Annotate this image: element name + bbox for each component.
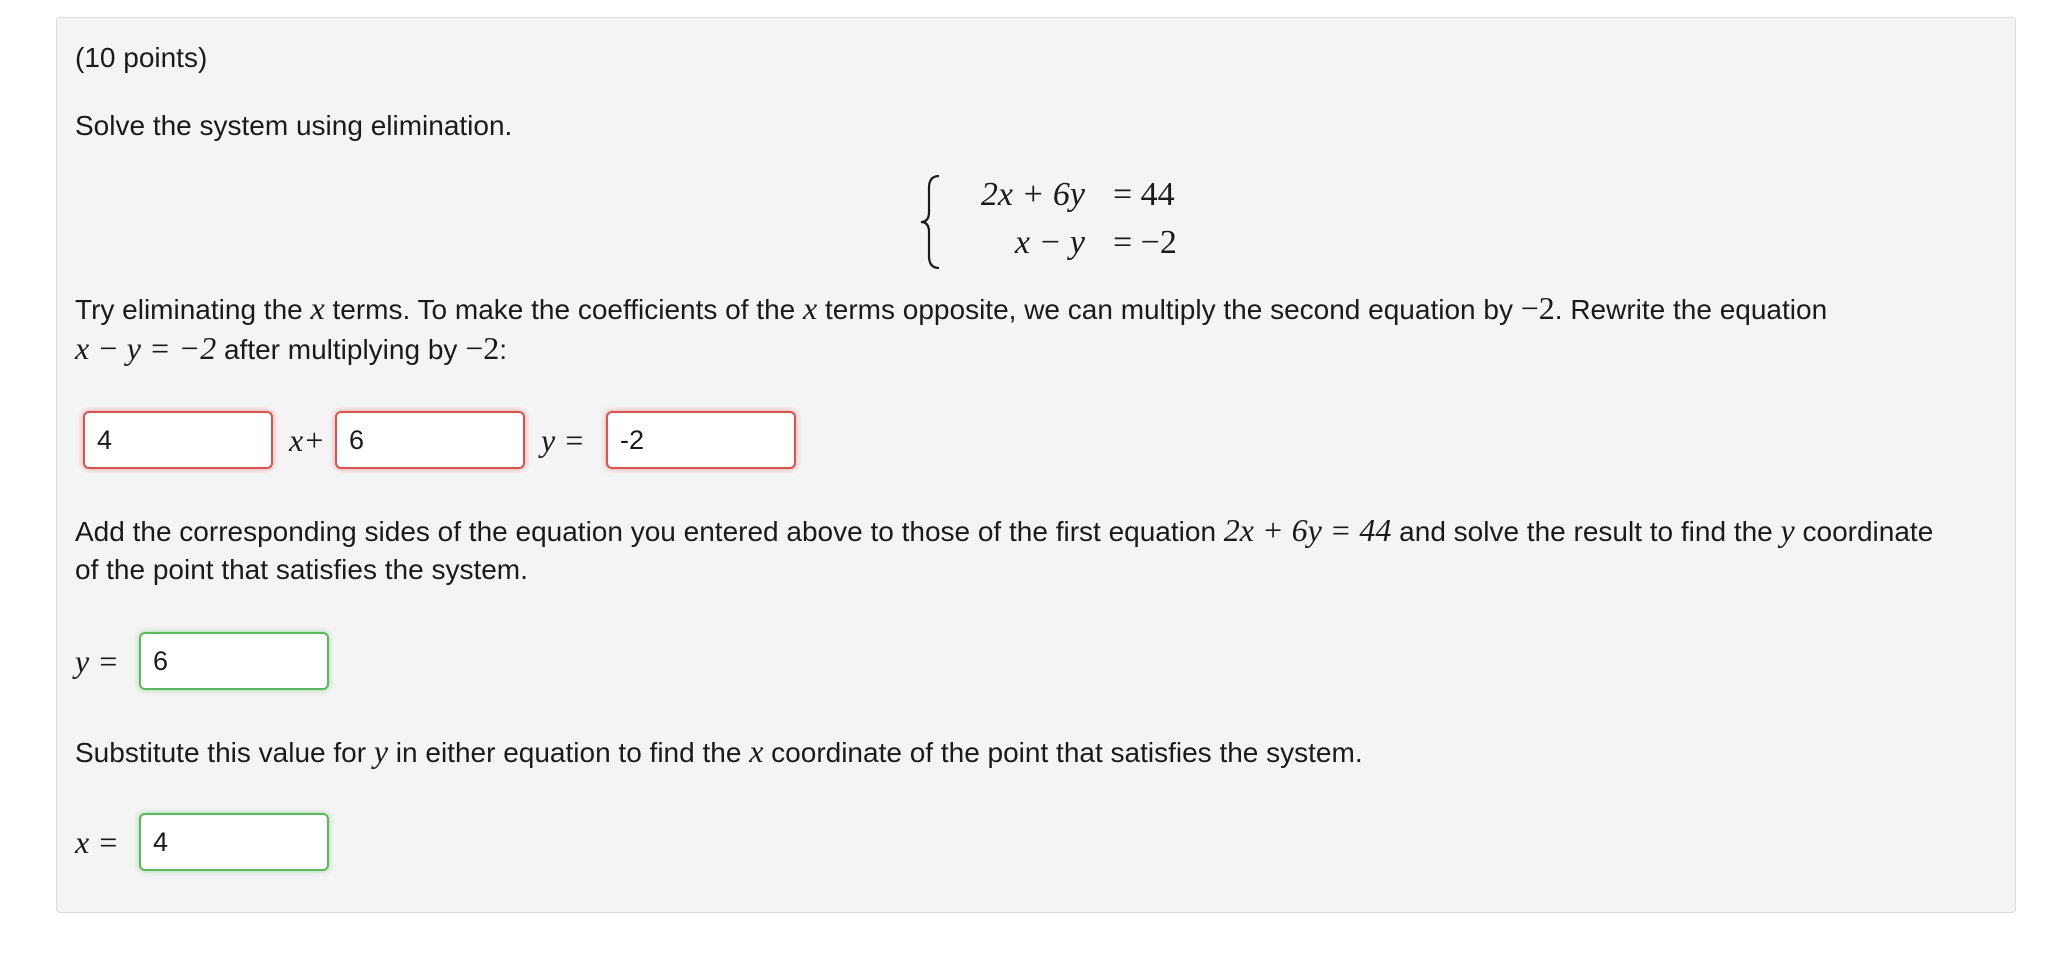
equation-1-lhs: 2x + 6y (980, 176, 1085, 213)
add-text-line-2: of the point that satisfies the system. (75, 554, 528, 585)
x-coefficient-input[interactable] (83, 411, 273, 469)
x-plus-label: x+ (289, 422, 325, 458)
equation-1-rhs: = 44 (1113, 176, 1175, 213)
add-text-line-1 (75, 510, 1933, 552)
instruction-text: Solve the system using elimination. (75, 110, 513, 141)
add-text: and solve the result to find the (1391, 516, 1781, 547)
problem-card (56, 17, 2016, 913)
hint-text: Try eliminating the (75, 294, 311, 325)
y-coefficient-input[interactable] (335, 411, 525, 469)
add-text: Add the corresponding sides of the equation you entered above to those of the first equation (75, 516, 1224, 547)
substitute-text (75, 731, 1363, 773)
hint-text: after multiplying by (216, 334, 466, 365)
hint-text-line-1 (75, 288, 1827, 330)
add-text: coordinate (1794, 516, 1934, 547)
y-answer-input[interactable] (139, 632, 329, 690)
left-brace-icon (915, 172, 945, 272)
y-equals-label: y = (541, 422, 585, 458)
hint-text: : (499, 334, 508, 365)
equation-2-lhs: x − y (1014, 224, 1085, 261)
rhs-constant-input[interactable] (606, 411, 796, 469)
y-answer-label: y = (75, 643, 119, 679)
math-multiplier: −2 (465, 330, 500, 366)
hint-text: terms. To make the coefficients of the (324, 294, 804, 325)
equation-2-rhs: = −2 (1113, 224, 1177, 261)
hint-text: terms opposite, we can multiply the second equation by (817, 294, 1521, 325)
math-var-y: y (373, 733, 389, 769)
math-var-y: y (1780, 512, 1795, 548)
substitute-text-part: Substitute this value for (75, 737, 374, 768)
math-var-x: x (749, 733, 764, 769)
points-label: (10 points) (75, 42, 208, 73)
x-answer-input[interactable] (139, 813, 329, 871)
substitute-text-part: in either equation to find the (388, 737, 750, 768)
math-var-x: x (803, 290, 818, 326)
math-var-x: x (310, 290, 325, 326)
hint-text: . Rewrite the equation (1554, 294, 1828, 325)
math-equation: 2x + 6y = 44 (1223, 512, 1392, 548)
x-answer-label: x = (75, 824, 119, 860)
hint-text-line-2 (75, 328, 507, 370)
math-equation: x − y = −2 (75, 330, 217, 366)
math-multiplier: −2 (1520, 290, 1555, 326)
equation-system (915, 170, 1215, 280)
substitute-text-part: coordinate of the point that satisfies the system. (763, 737, 1363, 768)
